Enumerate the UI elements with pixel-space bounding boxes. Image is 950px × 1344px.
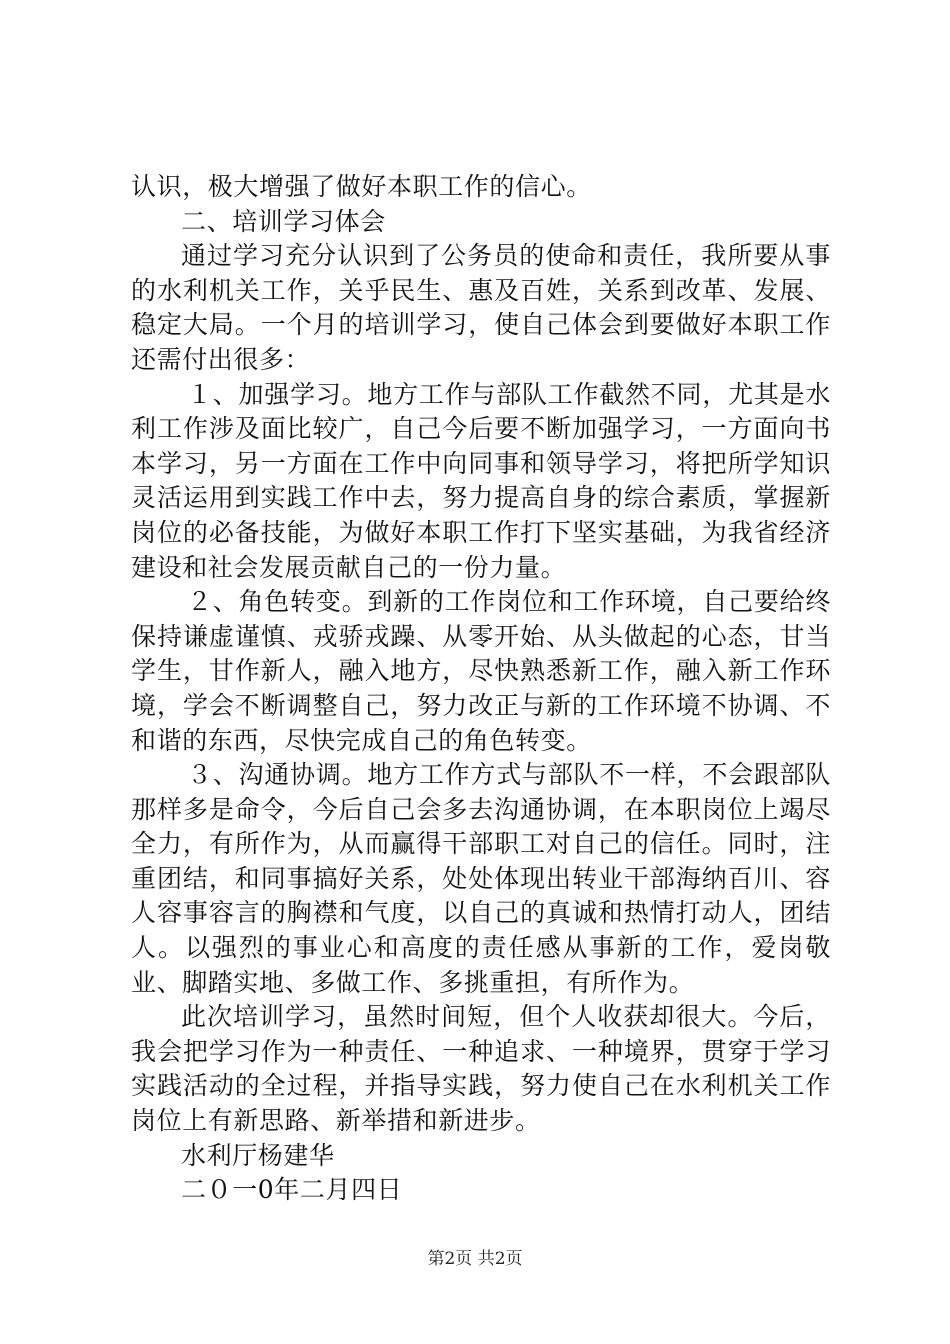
page-footer: 第2页 共2页 <box>427 1249 523 1269</box>
document-body <box>131 170 831 1208</box>
paragraph-continuation: 认识，极大增强了做好本职工作的信心。 <box>131 172 592 201</box>
paragraph-item-2: ２、角色转变。到新的工作岗位和工作环境，自己要给终保持谦虚谨慎、戎骄戎躁、从零开始、从头做起的心态，甘当学生，甘作新人，融入地方，尽快熟悉新工作，融入新工作环境，学会不断调整自己，努力改正与新的工作环境不协调、不和谐的东西，尽快完成自己的角色转变。 <box>131 587 831 755</box>
paragraph-item-1: １、加强学习。地方工作与部队工作截然不同，尤其是水利工作涉及面比较广，自己今后要不断加强学习，一方面向书本学习，另一方面在工作中向同事和领导学习，将把所学知识灵活运用到实践工作中去，努力提高自身的综合素质，掌握新岗位的必备技能，为做好本职工作打下坚实基础，为我省经济建设和社会发展贡献自己的一份力量。 <box>131 379 831 582</box>
signature: 水利厅杨建华 <box>181 1140 335 1170</box>
date: 二０一0年二月四日 <box>181 1175 403 1205</box>
paragraph-conclusion: 此次培训学习，虽然时间短，但个人收获却很大。今后，我会把学习作为一种责任、一种追求、一种境界，贯穿于学习实践活动的全过程，并指导实践，努力使自己在水利机关工作岗位上有新思路、新举措和新进步。 <box>131 1002 831 1136</box>
section-heading: 二、培训学习体会 <box>181 206 386 236</box>
paragraph-intro: 通过学习充分认识到了公务员的使命和责任，我所要从事的水利机关工作，关乎民生、惠及百姓，关系到改革、发展、稳定大局。一个月的培训学习，使自己体会到要做好本职工作还需付出很多： <box>131 241 831 374</box>
paragraph-item-3: ３、沟通协调。地方工作方式与部队不一样，不会跟部队那样多是命令，今后自己会多去沟通协调，在本职岗位上竭尽全力，有所作为，从而赢得干部职工对自己的信任。同时，注重团结，和同事搞好关系，处处体现出转业干部海纳百川、容人容事容言的胸襟和气度，以自己的真诚和热情打动人，团结人。以强烈的事业心和高度的责任感从事新的工作，爱岗敬业、脚踏实地、多做工作、多挑重担，有所作为。 <box>131 760 831 997</box>
